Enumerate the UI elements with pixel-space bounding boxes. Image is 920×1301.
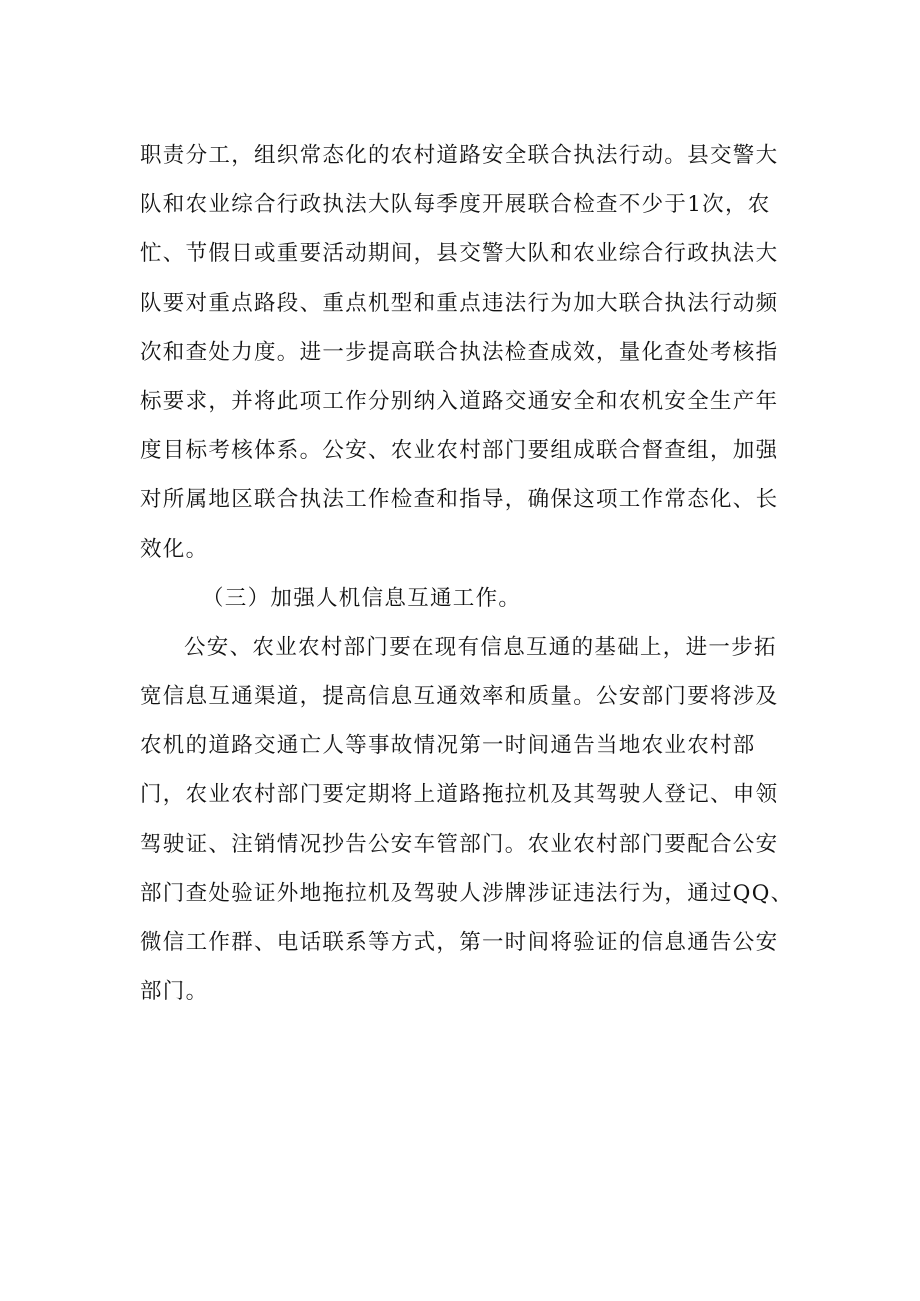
text-line: 职责分工，组织常态化的农村道路安全联合执法行动。县交警大	[140, 143, 779, 168]
text-line: 宽信息互通渠道，提高信息互通效率和质量。公安部门要将涉及	[140, 684, 779, 710]
paragraph-information-sharing	[140, 623, 794, 1017]
text-line: 部门查处验证外地拖拉机及驾驶人涉牌涉证违法行为，通过QQ、	[140, 880, 794, 906]
text-line: 标要求，并将此项工作分别纳入道路交通安全和农机安全生产年	[140, 388, 779, 414]
text-line: 农机的道路交通亡人等事故情况第一时间通告当地农业农村部	[140, 733, 756, 759]
text-line: 部门。	[140, 979, 209, 1005]
text-line: 公安、农业农村部门要在现有信息互通的基础上，进一步拓	[184, 634, 777, 660]
text-line: 门，农业农村部门要定期将上道路拖拉机及其驾驶人登记、申领	[140, 782, 779, 808]
document-body	[140, 131, 794, 1016]
section-heading: （三）加强人机信息互通工作。	[202, 585, 522, 611]
text-line: 次和查处力度。进一步提高联合执法检查成效，量化查处考核指	[140, 339, 779, 365]
text-line: 微信工作群、电话联系等方式，第一时间将验证的信息通告公安	[140, 930, 779, 955]
text-line: 队要对重点路段、重点机型和重点违法行为加大联合执法行动频	[140, 290, 779, 316]
text-line: 对所属地区联合执法工作检查和指导，确保这项工作常态化、长	[140, 487, 779, 513]
text-line: 效化。	[140, 536, 209, 562]
text-line: 队和农业综合行政执法大队每季度开展联合检查不少于1次，农	[140, 192, 771, 218]
paragraph-responsibility	[140, 131, 785, 574]
text-line: 度目标考核体系。公安、农业农村部门要组成联合督查组，加强	[140, 438, 779, 464]
text-line: 忙、节假日或重要活动期间，县交警大队和农业综合行政执法大	[140, 241, 779, 267]
text-line: 驾驶证、注销情况抄告公安车管部门。农业农村部门要配合公安	[140, 831, 779, 857]
